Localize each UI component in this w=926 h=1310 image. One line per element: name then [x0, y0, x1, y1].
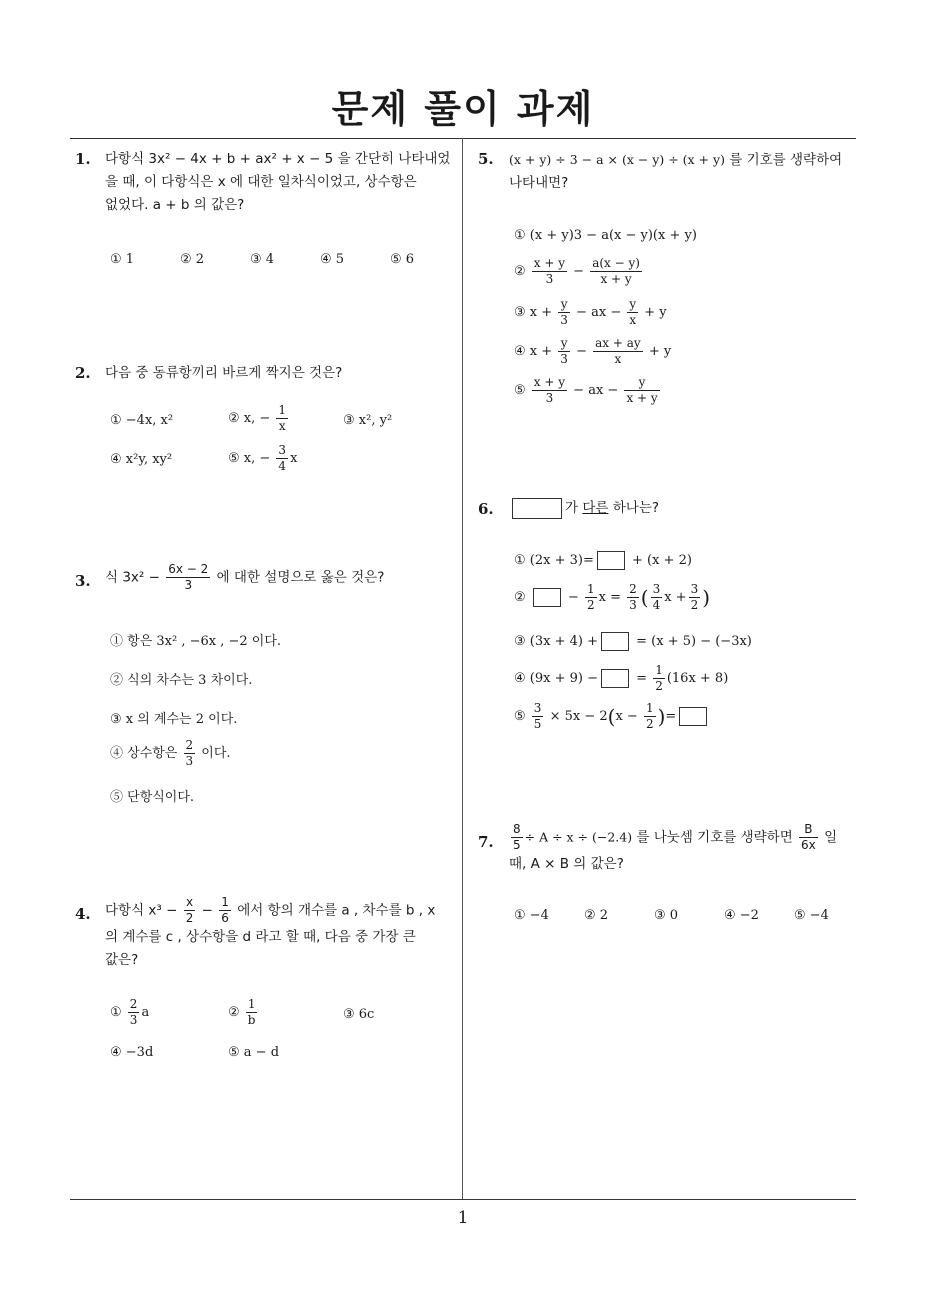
- column-divider: [462, 138, 463, 1200]
- frac-num: 3: [278, 443, 287, 457]
- fraction: [644, 701, 656, 732]
- option-text: x +: [664, 590, 687, 605]
- frac-den: 2: [690, 598, 699, 612]
- underlined-word: 다른: [582, 500, 609, 516]
- frac-den: 3: [184, 578, 193, 592]
- option-text: × 5x − 2: [549, 709, 608, 724]
- paren-close: ): [702, 585, 711, 610]
- fraction: [593, 336, 643, 367]
- blank-box: [601, 632, 629, 651]
- option-4[interactable]: ④ x²y, xy²: [110, 452, 173, 467]
- fraction: [585, 582, 597, 613]
- frac-den: x: [278, 419, 286, 433]
- paren-close: ): [657, 704, 666, 729]
- fraction: [651, 582, 663, 613]
- fraction: [532, 256, 567, 287]
- fraction: [590, 256, 642, 287]
- option-2[interactable]: ② 2: [584, 908, 609, 923]
- fraction: [246, 997, 258, 1028]
- frac-num: x: [184, 895, 196, 911]
- frac-den: 6: [221, 911, 229, 925]
- option-text: x +: [529, 305, 553, 320]
- option-text: a: [141, 1005, 150, 1020]
- question-number: 2.: [75, 364, 91, 382]
- option-marker: ②: [514, 590, 526, 605]
- option-text: − ax −: [576, 305, 622, 320]
- frac-num: 1: [246, 997, 258, 1013]
- fraction: [184, 738, 196, 769]
- option-3[interactable]: [514, 297, 667, 328]
- frac-den: 2: [185, 911, 194, 925]
- question-number: 3.: [75, 572, 91, 590]
- option-marker: ⑤: [514, 383, 526, 398]
- fraction: [276, 403, 288, 434]
- question-text: [509, 148, 859, 195]
- question-text: [509, 822, 861, 876]
- fraction: [624, 375, 659, 406]
- top-rule: [70, 138, 856, 139]
- question-text: [105, 562, 384, 593]
- question-line: 나타내면?: [509, 175, 569, 191]
- question-number: 6.: [478, 500, 494, 518]
- question-number: 1.: [75, 150, 91, 168]
- option-5[interactable]: ⑤ 6: [390, 252, 415, 267]
- frac-den: 3: [129, 1013, 138, 1027]
- option-4[interactable]: ④ 5: [320, 252, 345, 267]
- question-text: [105, 895, 457, 972]
- frac-num: B: [799, 822, 818, 838]
- frac-num: 1: [655, 663, 663, 677]
- option-4[interactable]: [514, 663, 728, 694]
- fraction: [558, 297, 570, 328]
- option-2[interactable]: [514, 582, 710, 613]
- fraction: [627, 582, 639, 613]
- option-4[interactable]: [514, 336, 671, 367]
- option-2[interactable]: [228, 403, 290, 434]
- option-5[interactable]: ⑤ a − d: [228, 1045, 280, 1060]
- option-text: x: [290, 451, 298, 466]
- frac-num: y: [558, 336, 570, 352]
- frac-num: y: [558, 297, 570, 313]
- option-text: −: [567, 590, 579, 605]
- option-4[interactable]: [110, 738, 231, 769]
- frac-den: b: [247, 1013, 256, 1027]
- frac-den: 3: [545, 272, 554, 286]
- option-marker: ⑤: [514, 709, 526, 724]
- option-5[interactable]: ⑤ −4: [794, 908, 829, 923]
- question-text: [509, 497, 659, 520]
- frac-num: a(x − y): [592, 256, 640, 270]
- fraction: [532, 701, 544, 732]
- option-1[interactable]: [514, 551, 692, 570]
- frac-den: 5: [533, 717, 542, 731]
- question-line: [105, 895, 457, 926]
- fraction: [799, 822, 818, 853]
- option-1[interactable]: ① −4: [514, 908, 549, 923]
- option-text: ③ (3x + 4) +: [514, 634, 598, 649]
- option-5[interactable]: [514, 375, 662, 406]
- option-text: + y: [644, 305, 667, 320]
- option-2[interactable]: ② 식의 차수는 3 차이다.: [110, 673, 253, 688]
- frac-den: 2: [586, 598, 595, 612]
- option-text: ⑤ x, −: [228, 451, 271, 466]
- frac-num: 8: [513, 822, 521, 836]
- option-marker: ④: [514, 344, 526, 359]
- fraction: [653, 663, 665, 694]
- frac-num: x + y: [533, 375, 566, 389]
- frac-num: ax + ay: [595, 336, 641, 350]
- option-marker: ①: [110, 1005, 122, 1020]
- fraction: [128, 997, 140, 1028]
- question-text-part: 다항식 x³ −: [105, 902, 178, 919]
- fraction: [184, 895, 196, 926]
- option-text: =: [636, 671, 648, 686]
- frac-num: y: [629, 297, 637, 311]
- frac-num: 3: [652, 582, 661, 596]
- option-text: ② x, −: [228, 411, 271, 426]
- option-4[interactable]: ④ −2: [724, 908, 759, 923]
- frac-num: 2: [629, 582, 637, 596]
- fraction: [689, 582, 701, 613]
- option-marker: ②: [514, 264, 526, 279]
- page-title: 문제 풀이 과제: [331, 87, 595, 131]
- fraction: [276, 443, 288, 474]
- option-5[interactable]: [514, 701, 710, 732]
- option-3[interactable]: [514, 632, 752, 651]
- option-2[interactable]: ② $\frac{x + y}{3}$ − $\frac{a(x - y)}{x + y}$: [514, 256, 640, 286]
- question-line: 없었다. a + b 의 값은?: [105, 197, 245, 213]
- option-1[interactable]: ① −4x, x²: [110, 413, 174, 428]
- question-line: 을 때, 이 다항식은 x 에 대한 일차식이었고, 상수항은: [105, 174, 417, 190]
- option-text: x =: [598, 590, 621, 605]
- frac-den: 3: [545, 391, 554, 405]
- question-number: 7.: [478, 833, 494, 851]
- option-text: ④ (9x + 9) −: [514, 671, 598, 686]
- frac-den: 3: [185, 754, 194, 768]
- question-math: ÷ A ÷ x ÷ (−2.4): [524, 829, 633, 845]
- question-text-part: 를 기호를 생략하여: [729, 152, 843, 168]
- option-text: x +: [529, 344, 553, 359]
- frac-den: 2: [655, 679, 663, 693]
- question-line: 때, A × B 의 값은?: [509, 856, 624, 872]
- option-text: ① (2x + 3)=: [514, 553, 594, 568]
- question-text-part: 하나는?: [612, 500, 660, 516]
- option-text: x −: [615, 709, 638, 724]
- blank-box: [601, 669, 629, 688]
- option-1[interactable]: [110, 997, 149, 1028]
- question-text-part: 일: [824, 829, 838, 846]
- option-1[interactable]: ① 1: [110, 252, 135, 267]
- blank-box: [512, 498, 562, 519]
- fraction: [166, 562, 210, 593]
- frac-den: x + y: [600, 272, 632, 286]
- question-line: [509, 822, 861, 853]
- frac-num: 1: [586, 582, 595, 596]
- question-number: 5.: [478, 150, 494, 168]
- option-1[interactable]: ① 항은 3x² , −6x , −2 이다.: [110, 634, 282, 649]
- option-text: =: [665, 709, 677, 724]
- blank-box: [533, 588, 561, 607]
- frac-den: 3: [560, 352, 568, 366]
- fraction: [558, 336, 570, 367]
- option-text: = (x + 5) − (−3x): [636, 634, 752, 649]
- frac-num: 3: [690, 582, 699, 596]
- option-4[interactable]: ④ −3d: [110, 1045, 154, 1060]
- bottom-rule: [70, 1199, 856, 1200]
- option-3[interactable]: ③ x 의 계수는 2 이다.: [110, 712, 238, 727]
- question-text-part: 를 나눗셈 기호를 생략하면: [636, 829, 793, 846]
- question-line: 다항식 3x² − 4x + b + ax² + x − 5 을 간단히 나타내었: [105, 151, 451, 167]
- question-text-part: −: [201, 902, 213, 919]
- blank-box: [597, 551, 625, 570]
- option-5[interactable]: [228, 443, 297, 474]
- option-3[interactable]: ③ 0: [654, 908, 679, 923]
- frac-den: 3: [560, 313, 568, 327]
- paren-open: (: [640, 585, 649, 610]
- question-text-part: 식 3x² −: [105, 569, 160, 586]
- frac-num: 1: [645, 701, 654, 715]
- question-text: 다음 중 동류항끼리 바르게 짝지은 것은?: [105, 365, 343, 381]
- frac-den: x: [629, 313, 637, 327]
- question-math: (x + y) ÷ 3 − a × (x − y) ÷ (x + y): [509, 152, 725, 167]
- frac-num: 2: [129, 997, 138, 1011]
- frac-den: 3: [629, 598, 637, 612]
- frac-den: 2: [645, 717, 654, 731]
- question-line: [509, 148, 859, 172]
- option-text: − ax −: [573, 383, 619, 398]
- frac-den: 6x: [801, 838, 816, 852]
- frac-num: y: [624, 375, 659, 391]
- frac-den: 4: [652, 598, 661, 612]
- question-line: 값은?: [105, 952, 139, 968]
- option-text: (16x + 8): [666, 671, 729, 686]
- fraction: [532, 375, 567, 406]
- option-marker: ②: [228, 1005, 240, 1020]
- frac-den: x: [614, 352, 622, 366]
- fraction: [511, 822, 523, 853]
- frac-num: 2: [185, 738, 194, 752]
- option-5[interactable]: ⑤ 단항식이다.: [110, 790, 195, 805]
- option-3[interactable]: ③ 6c: [343, 1007, 375, 1022]
- question-text: [105, 148, 457, 217]
- option-3[interactable]: ③ x², y²: [343, 413, 393, 428]
- frac-den: 4: [278, 459, 287, 473]
- option-2[interactable]: ② 2: [180, 252, 205, 267]
- frac-num: 6x − 2: [168, 562, 209, 576]
- question-text-part: 가: [565, 500, 579, 516]
- blank-box: [679, 707, 707, 726]
- option-text: −: [576, 344, 587, 359]
- option-text: 이다.: [201, 746, 231, 761]
- option-text: ④ 상수항은: [110, 746, 178, 761]
- option-marker: ③: [514, 305, 526, 320]
- fraction: [219, 895, 231, 926]
- question-text-part: 에 대한 설명으로 옳은 것은?: [216, 569, 385, 586]
- option-3[interactable]: ③ 4: [250, 252, 275, 267]
- option-1[interactable]: ① (x + y)3 − a(x − y)(x + y): [514, 228, 697, 243]
- frac-num: 1: [221, 895, 229, 909]
- option-2[interactable]: [228, 997, 259, 1028]
- frac-num: x + y: [533, 256, 566, 270]
- option-text: + (x + 2): [632, 553, 692, 568]
- page-number: 1: [457, 1208, 469, 1228]
- paren-open: (: [607, 704, 616, 729]
- frac-num: 3: [533, 701, 542, 715]
- frac-den: 5: [513, 838, 521, 852]
- frac-num: 1: [278, 403, 287, 417]
- option-text: + y: [648, 344, 672, 359]
- question-line: 의 계수를 c , 상수항을 d 라고 할 때, 다음 중 가장 큰: [105, 929, 416, 945]
- fraction: [627, 297, 638, 328]
- frac-den: x + y: [626, 391, 658, 405]
- question-text-part: 에서 항의 개수를 a , 차수를 b , x: [237, 902, 436, 919]
- question-number: 4.: [75, 905, 91, 923]
